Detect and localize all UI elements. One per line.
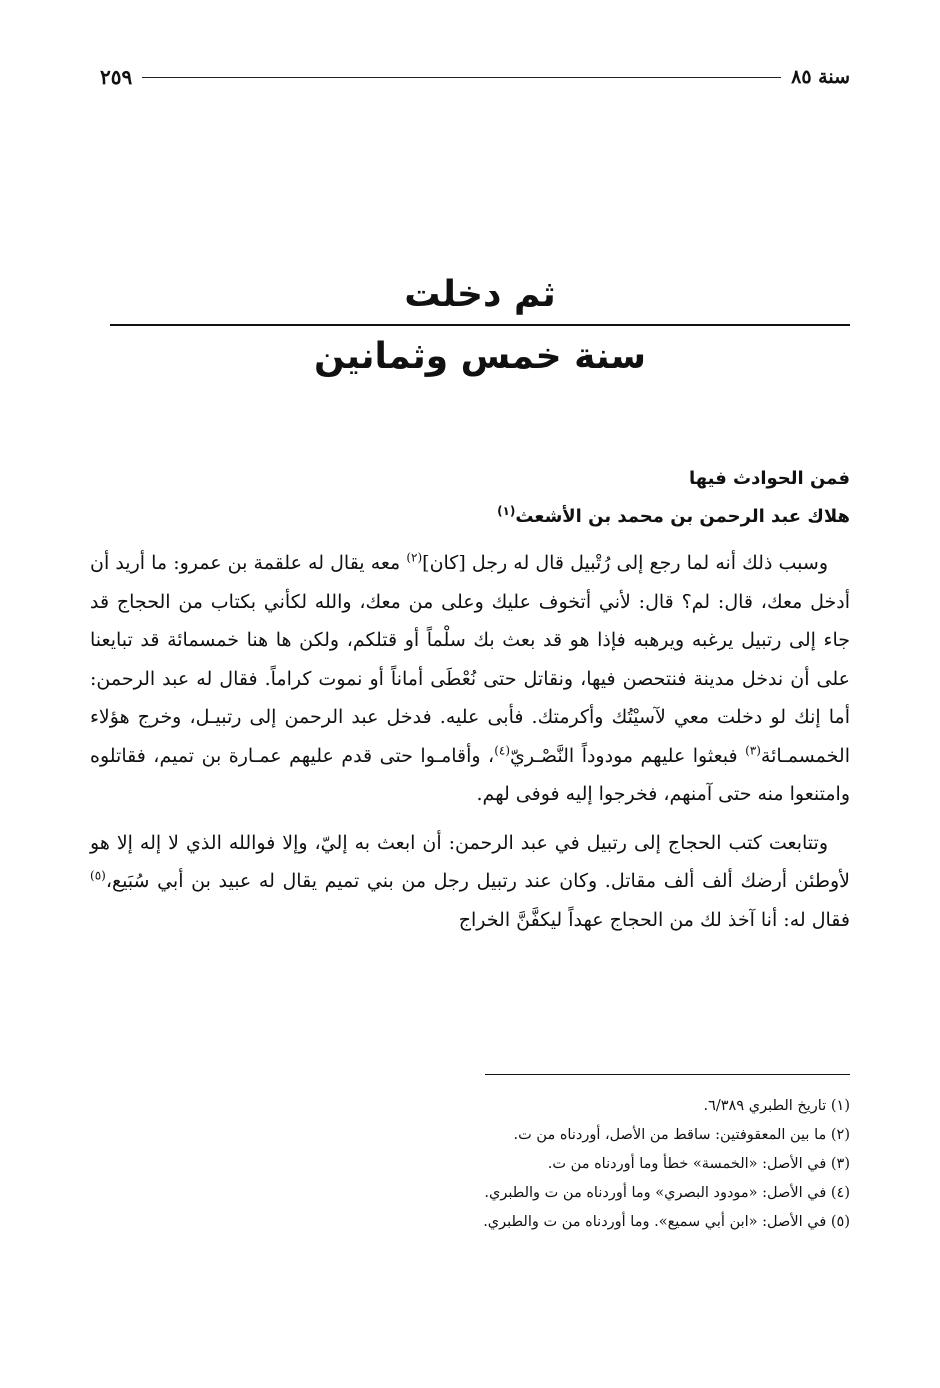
footnote-3: (٣) في الأصل: «الخمسة» خطأ وما أوردناه من ت. — [547, 1156, 850, 1172]
paragraph-1-part-a: وسبب ذلك أنه لما رجع إلى رُتْبيل قال له رجل [كان] — [422, 552, 829, 574]
chapter-title-line2: سنة خمس وثمانين — [313, 336, 647, 377]
chapter-title-rule — [110, 324, 850, 326]
chapter-title — [110, 270, 850, 380]
footnote-5: (٥) في الأصل: «ابن أبي سميع». وما أوردناه من ت والطبري. — [483, 1214, 850, 1230]
section-subheading — [90, 498, 850, 536]
footnote-ref-4: (٤) — [494, 743, 511, 758]
page-number: ٢٥٩ — [100, 65, 133, 89]
paragraph-1-part-c: فبعثوا عليهم مودوداً النَّصْـريّ — [510, 744, 746, 767]
footnote-1: (١) تاريخ الطبري ٦/٣٨٩. — [703, 1098, 850, 1114]
paragraph-2-part-b: فقال له: أنا آخذ لك من الحجاج عهداً ليكفَّنَّ الخراج — [458, 908, 850, 931]
paragraph-1-part-d: ، وأقامـوا حتى قدم عليهم عمـارة بن تميم، فقاتلوه وامتنعوا منه حتى آمنهم، فخرجوا إليه فوفى لهم. — [90, 744, 850, 805]
running-header — [100, 62, 850, 92]
section-subheading-text: هلاك عبد الرحمن بن محمد بن الأشعث — [515, 506, 850, 527]
footnote-rule — [485, 1074, 850, 1075]
footnote-4: (٤) في الأصل: «مودود البصري» وما أوردناه من ت والطبري. — [484, 1185, 850, 1201]
header-rule — [142, 77, 781, 78]
chapter-title-line1: ثم دخلت — [404, 274, 556, 315]
footnote-2: (٢) ما بين المعقوفتين: ساقط من الأصل، أوردناه من ت. — [513, 1127, 850, 1143]
footnote-ref-1: (١) — [497, 504, 516, 518]
paragraph-1 — [90, 544, 850, 814]
footnote-ref-2: (٢) — [406, 550, 423, 565]
running-header-year: سنة ٨٥ — [791, 66, 850, 88]
footnotes — [150, 1092, 850, 1237]
footnote-ref-5: (٥) — [90, 868, 106, 883]
body-text — [90, 460, 850, 939]
section-heading: فمن الحوادث فيها — [688, 468, 850, 489]
paragraph-2 — [90, 824, 850, 940]
footnote-ref-3: (٣) — [745, 743, 761, 758]
paragraph-1-part-b: معه يقال له علقمة بن عمرو: ما أريد أن أدخل معك، قال: لم؟ قال: لأني أتخوف عليك وعلى من معك، والله لكأني بكتاب من الحجاج قد جاء إلى رتبيل يرغبه ويرهبه فإذا هو قد بعث بك سلْماً أو قتلكم، ولكن ها هنا خمسمائة قد تبايعنا على أن ندخل مدينة فنتحصن فيها، ونقاتل حتى نُعْطَى أماناً أو نموت كراماً. فقال له عبد الرحمن: أما إنك لو دخلت معي لآسيْتُك وأكرمتك. فأبى عليه. فدخل عبد الرحمن إلى رتبيـل، وخرج هؤلاء الخمسمـائة — [90, 552, 850, 767]
paragraph-2-part-a: وتتابعت كتب الحجاج إلى رتبيل في عبد الرحمن: أن ابعث به إليّ، وإلا فوالله الذي لا إله إلا هو لأوطئن أرضك ألف ألف مقاتل. وكان عند رتبيل رجل من بني تميم يقال له عبيد بن أبي سُبَيع، — [90, 831, 850, 892]
